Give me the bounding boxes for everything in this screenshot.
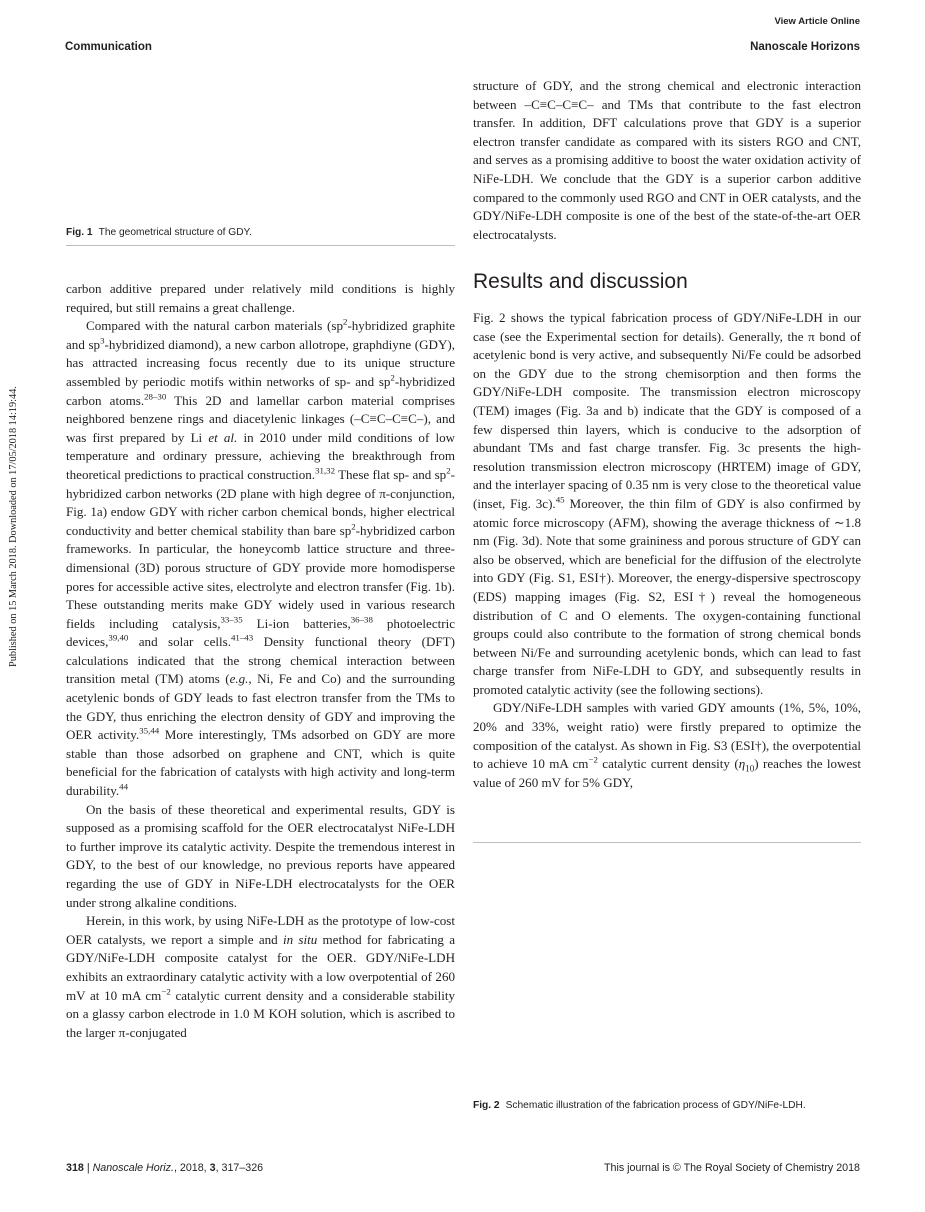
citation[interactable]: 44	[119, 781, 129, 792]
journal-name-header: Nanoscale Horizons	[750, 41, 860, 53]
figure-2-label: Fig. 2	[473, 1100, 500, 1111]
publication-date-sidebar: Published on 15 March 2018. Downloaded on 17/05/2018 14:19:44.	[8, 386, 19, 667]
section-heading: Results and discussion	[473, 270, 688, 293]
citation[interactable]: 35,44	[139, 725, 160, 736]
paragraph: structure of GDY, and the strong chemical and electronic interaction between –C≡C–C≡C– and TMs that contribute to the fast electron transfer. In addition, DFT calculations prove that GDY is a superior electron transfer candidate as compared with its sisters RGO and CNT, and serves as a promising additive to boost the water oxidation activity of NiFe-LDH. We conclude that the GDY is a superior carbon additive compared to the commonly used RGO and CNT in OER catalysts, and the GDY/NiFe-LDH composite is one of the best of the state-of-the-art OER electrocatalysts.	[473, 78, 861, 242]
page-number: 318	[66, 1162, 84, 1174]
citation[interactable]: 39,40	[108, 632, 129, 643]
paragraph: Fig. 2 shows the typical fabrication process of GDY/NiFe-LDH in our case (see the Experimental section for details). Generally, the π bond of acetylenic bond is very active, and subsequently Ni/Fe could be adsorbed on the GDY due to the strong chemisorption and then forms the GDY/NiFe-LDH composite. The transmission electron microscopy (TEM) images (Fig. 3a and b) indicate that the GDY is composed of a few dispersed thin layers, which is conducive to the adsorption of abundant TMs and fast charge transfer. Fig. 3c presents the high-resolution transmission electron microscopy (HRTEM) image of GDY, and the interlayer spacing of 0.35 nm is very close to the theoretical value (inset, Fig. 3c).$^{45}$ Moreover, the thin film of GDY is also confirmed by atomic force microscopy (AFM), showing the average thickness of ∼1.8 nm (Fig. 3d). Note that some graininess and porous structure of GDY can also be observed, which are beneficial for the diffusion of the electrolyte into GDY (Fig. S1, ESI†). Moreover, the energy-dispersive spectroscopy (EDS) mapping images (Fig. S2, ESI†) reveal the homogeneous distribution of C and O elements. The oxygen-containing functional groups could also contribute to the formation of strong chemical bonds between Ni/Fe and surrounding acetylenic bonds, which can lead to fast charge transfer from NiFe-LDH to GDY, and subsequently results in promoted catalytic activity (see the following sections).	[473, 310, 861, 697]
paragraph: On the basis of these theoretical and experimental results, GDY is supposed as a promising scaffold for the OER electrocatalyst NiFe-LDH to further improve its catalytic activity. Despite the tremendous interest in GDY, to the best of our knowledge, no previous reports have appeared regarding the use of GDY in NiFe-LDH electrocatalysts for the OER under strong alkaline conditions.	[66, 801, 455, 910]
section-type-label: Communication	[65, 41, 152, 53]
figure-1-label: Fig. 1	[66, 227, 93, 238]
figure-2-caption	[473, 1100, 806, 1111]
citation[interactable]: 31,32	[315, 465, 335, 476]
paragraph: Compared with the natural carbon materials ($sp^2$-hybridized graphite and $sp^3$-hybridized diamond), a new carbon allotrope, graphdiyne (GDY), has attracted increasing focus recently due to its unique structure assembled by periodic motifs within networks of sp- and $sp^2$-hybridized carbon atoms.$^{28-30}$ This 2D and lamellar carbon material comprises neighbored benzene rings and diacetylenic linkages (–C≡C–C≡C–), and was first prepared by Li et al. in 2010 under mild conditions of low temperature and ordinary pressure, achieving the breakthrough from theoretical predictions to practical construction.$^{31,32}$ These flat sp- and $sp^2$-hybridized carbon networks (2D plane with high degree of π-conjunction, Fig. 1a) endow GDY with richer carbon chemical bonds, higher electrical conductivity and better chemical stability than bare $sp^2$-hybridized carbon frameworks. In particular, the honeycomb lattice structure and three-dimensional (3D) porous structure of GDY provide more homodisperse pores for accessible active sites, electrolyte and electron transfer (Fig. 1b). These outstanding merits make GDY widely used in various research fields including catalysis,$^{33-35}$ Li-ion batteries,$^{36-38}$ photoelectric devices,$^{39,40}$ and solar cells.$^{41-43}$ Density functional theory (DFT) calculations indicated that the strong chemical interaction between transition metal (TM) atoms (e.g., Ni, Fe and Co) and the surrounding acetylenic bonds of GDY leads to fast electron transfer from the TMs to the GDY, thus enriching the electron density of GDY and improving the OER activity.$^{35,44}$ More interestingly, TMs adsorbed on GDY are more stable than those adsorbed on graphene and CNT, which is quite beneficial for the fabrication of catalysts with high activity and long-term durability.$^{44}$	[66, 316, 456, 799]
figure-2-divider	[473, 842, 861, 843]
paragraph: GDY/NiFe-LDH samples with varied GDY amounts (1%, 5%, 10%, 20% and 33%, weight ratio) were firstly prepared to optimize the composition of the catalyst. As shown in Fig. S3 (ESI†), the overpotential to achieve 10 mA $cm^{-2}$ catalytic current density $(\eta_{10})$ reaches the lowest value of 260 mV for 5% GDY,	[473, 700, 861, 790]
paragraph: carbon additive prepared under relatively mild conditions is highly required, but still remains a great challenge.	[66, 281, 455, 315]
citation[interactable]: 45	[555, 494, 565, 505]
citation[interactable]: 41–43	[230, 632, 254, 643]
footer-citation: 318 | Nanoscale Horiz., 2018, 3, 317–326	[66, 1162, 264, 1174]
left-column	[66, 280, 455, 1042]
paragraph: Herein, in this work, by using NiFe-LDH as the prototype of low-cost OER catalysts, we report a simple and in situ method for fabricating a GDY/NiFe-LDH composite catalyst for the OER. GDY/NiFe-LDH exhibits an extraordinary catalytic activity with a low overpotential of 260 mV at 10 mA $cm^{-2}$ catalytic current density and a considerable stability on a glassy carbon electrode in 1.0 M KOH solution, which is ascribed to the larger π-conjugated	[66, 913, 456, 1040]
footer-copyright: This journal is © The Royal Society of Chemistry 2018	[604, 1162, 860, 1174]
view-article-online-link[interactable]: View Article Online	[774, 16, 860, 27]
figure-1-caption	[66, 227, 252, 238]
right-column-top	[473, 77, 861, 244]
figure-1-divider	[66, 245, 455, 246]
figure-1-caption-text: The geometrical structure of GDY.	[98, 227, 252, 238]
figure-1-image	[66, 66, 455, 216]
figure-2-caption-text: Schematic illustration of the fabrication process of GDY/NiFe-LDH.	[505, 1100, 806, 1111]
citation[interactable]: 33–35	[220, 614, 243, 625]
citation[interactable]: 28–30	[144, 391, 167, 402]
right-column-main	[473, 309, 861, 792]
citation[interactable]: 36–38	[350, 614, 373, 625]
figure-2-image	[473, 848, 861, 1088]
